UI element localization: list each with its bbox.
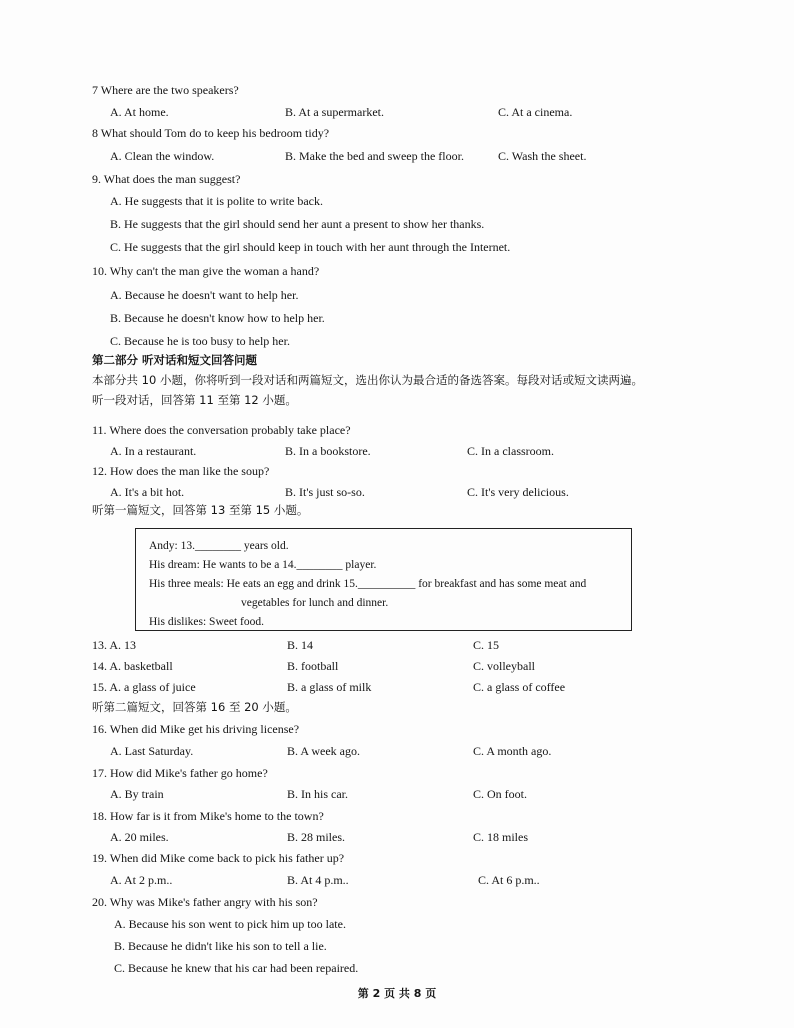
question-20-stem: 20. Why was Mike's father angry with his son?	[92, 895, 318, 909]
part-2-heading: 第二部分 听对话和短文回答问题	[92, 353, 258, 367]
notes-line-dislikes: His dislikes: Sweet food.	[149, 616, 264, 628]
question-10-option-c: C. Because he is too busy to help her.	[110, 334, 290, 348]
question-8-stem: 8 What should Tom do to keep his bedroom tidy?	[92, 126, 330, 140]
question-10-option-b: B. Because he doesn't know how to help her.	[110, 311, 325, 325]
notes-line-meals: His three meals: He eats an egg and drink 15.__________ for breakfast and has some meat and	[149, 578, 587, 590]
question-9-option-a: A. He suggests that it is polite to write back.	[110, 194, 323, 208]
question-18-option-a: A. 20 miles.	[110, 830, 169, 844]
question-19-option-c: C. At 6 p.m..	[478, 873, 540, 887]
question-8-option-c: C. Wash the sheet.	[498, 149, 587, 163]
question-13-option-a: 13. A. 13	[92, 638, 137, 652]
question-15-option-c: C. a glass of coffee	[473, 680, 566, 694]
question-12-option-b: B. It's just so-so.	[285, 485, 365, 499]
question-11-option-c: C. In a classroom.	[467, 444, 554, 458]
question-15-option-a: 15. A. a glass of juice	[92, 680, 196, 694]
passage-2-intro: 听第二篇短文，回答第 16 至 20 小题。	[92, 700, 297, 714]
question-14-option-b: B. football	[287, 659, 339, 673]
question-11-option-a: A. In a restaurant.	[110, 444, 197, 458]
question-8-option-a: A. Clean the window.	[110, 149, 215, 163]
question-18-option-c: C. 18 miles	[473, 830, 529, 844]
question-18-stem: 18. How far is it from Mike's home to the town?	[92, 809, 324, 823]
question-12-option-c: C. It's very delicious.	[467, 485, 569, 499]
passage-1-intro: 听第一篇短文，回答第 13 至第 15 小题。	[92, 503, 309, 517]
question-19-stem: 19. When did Mike come back to pick his father up?	[92, 851, 345, 865]
question-17-stem: 17. How did Mike's father go home?	[92, 766, 268, 780]
question-16-option-c: C. A month ago.	[473, 744, 552, 758]
notes-line-meals-cont: vegetables for lunch and dinner.	[241, 597, 389, 609]
question-16-stem: 16. When did Mike get his driving license?	[92, 722, 300, 736]
question-19-option-a: A. At 2 p.m..	[110, 873, 173, 887]
question-7-option-a: A. At home.	[110, 105, 169, 119]
question-10-stem: 10. Why can't the man give the woman a hand?	[92, 264, 320, 278]
question-9-stem: 9. What does the man suggest?	[92, 172, 241, 186]
question-14-option-c: C. volleyball	[473, 659, 535, 673]
question-8-option-b: B. Make the bed and sweep the floor.	[285, 149, 464, 163]
question-16-option-b: B. A week ago.	[287, 744, 360, 758]
question-13-option-b: B. 14	[287, 638, 314, 652]
part-2-instructions: 本部分共 10 小题，你将听到一段对话和两篇短文，选出你认为最合适的备选答案。每段对话或短文读两遍。	[92, 373, 643, 387]
question-17-option-a: A. By train	[110, 787, 164, 801]
question-11-option-b: B. In a bookstore.	[285, 444, 371, 458]
notes-line-age: Andy: 13.________ years old.	[149, 540, 289, 552]
question-11-stem: 11. Where does the conversation probably take place?	[92, 423, 351, 437]
question-9-option-c: C. He suggests that the girl should keep in touch with her aunt through the Internet.	[110, 240, 511, 254]
question-7-stem: 7 Where are the two speakers?	[92, 83, 239, 97]
question-9-option-b: B. He suggests that the girl should send her aunt a present to show her thanks.	[110, 217, 485, 231]
question-20-option-a: A. Because his son went to pick him up too late.	[114, 917, 346, 931]
question-13-option-c: C. 15	[473, 638, 500, 652]
page-number-footer: 第 2 页 共 8 页	[357, 987, 437, 1000]
question-18-option-b: B. 28 miles.	[287, 830, 346, 844]
question-12-option-a: A. It's a bit hot.	[110, 485, 185, 499]
dialogue-intro: 听一段对话，回答第 11 至第 12 小题。	[92, 393, 297, 407]
question-17-option-b: B. In his car.	[287, 787, 348, 801]
question-20-option-b: B. Because he didn't like his son to tell a lie.	[114, 939, 327, 953]
question-17-option-c: C. On foot.	[473, 787, 527, 801]
question-7-option-c: C. At a cinema.	[498, 105, 573, 119]
question-12-stem: 12. How does the man like the soup?	[92, 464, 270, 478]
question-19-option-b: B. At 4 p.m..	[287, 873, 349, 887]
question-20-option-c: C. Because he knew that his car had been repaired.	[114, 961, 359, 975]
question-15-option-b: B. a glass of milk	[287, 680, 372, 694]
question-16-option-a: A. Last Saturday.	[110, 744, 194, 758]
question-7-option-b: B. At a supermarket.	[285, 105, 384, 119]
notes-box	[135, 528, 632, 631]
question-14-option-a: 14. A. basketball	[92, 659, 173, 673]
notes-line-dream: His dream: He wants to be a 14.________ player.	[149, 559, 377, 571]
question-10-option-a: A. Because he doesn't want to help her.	[110, 288, 299, 302]
